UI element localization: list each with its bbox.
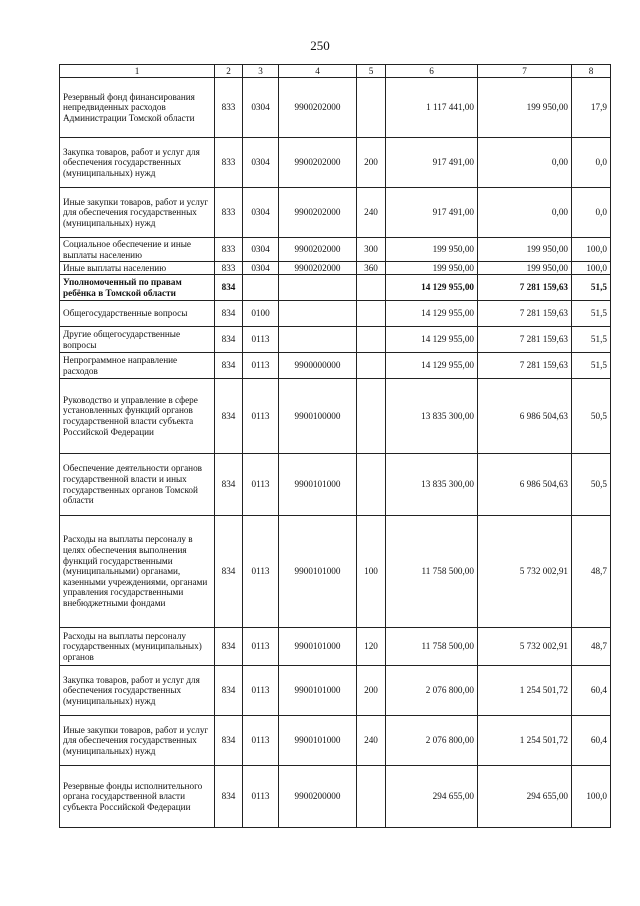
row-target: 9900100000 (279, 379, 357, 454)
row-expense-type (357, 379, 386, 454)
table-row (60, 238, 611, 262)
row-expense-type: 100 (357, 516, 386, 628)
row-percent: 0,0 (572, 138, 611, 188)
row-expense-type: 200 (357, 666, 386, 716)
row-plan: 294 655,00 (386, 766, 478, 828)
row-name: Общегосударственные вопросы (60, 301, 215, 327)
row-name: Уполномоченный по правам ребёнка в Томской области (60, 275, 215, 301)
row-expense-type: 120 (357, 628, 386, 666)
row-section: 0100 (243, 301, 279, 327)
row-section: 0113 (243, 666, 279, 716)
row-plan: 14 129 955,00 (386, 275, 478, 301)
row-actual: 7 281 159,63 (478, 301, 572, 327)
row-percent: 51,5 (572, 275, 611, 301)
row-ministry: 834 (215, 516, 243, 628)
row-target: 9900000000 (279, 353, 357, 379)
row-actual: 199 950,00 (478, 78, 572, 138)
row-percent: 60,4 (572, 666, 611, 716)
row-ministry: 833 (215, 138, 243, 188)
row-plan: 11 758 500,00 (386, 628, 478, 666)
row-plan: 14 129 955,00 (386, 327, 478, 353)
column-header: 5 (357, 65, 386, 78)
row-percent: 60,4 (572, 716, 611, 766)
row-expense-type (357, 327, 386, 353)
row-percent: 51,5 (572, 353, 611, 379)
row-section: 0113 (243, 766, 279, 828)
table-row (60, 716, 611, 766)
row-percent: 51,5 (572, 301, 611, 327)
row-section: 0113 (243, 516, 279, 628)
column-header: 6 (386, 65, 478, 78)
row-section: 0113 (243, 353, 279, 379)
table-row (60, 353, 611, 379)
row-percent: 0,0 (572, 188, 611, 238)
row-ministry: 833 (215, 238, 243, 262)
row-percent: 17,9 (572, 78, 611, 138)
row-target: 9900101000 (279, 454, 357, 516)
row-percent: 51,5 (572, 327, 611, 353)
row-name: Руководство и управление в сфере установленных функций органов государственной власти субъекта Российской Федерации (60, 379, 215, 454)
row-target: 9900202000 (279, 78, 357, 138)
row-section: 0304 (243, 262, 279, 275)
row-target: 9900101000 (279, 666, 357, 716)
table-row (60, 516, 611, 628)
row-target: 9900200000 (279, 766, 357, 828)
row-ministry: 834 (215, 379, 243, 454)
row-section: 0304 (243, 188, 279, 238)
row-name: Иные закупки товаров, работ и услуг для обеспечения государственных (муниципальных) нужд (60, 716, 215, 766)
column-header: 8 (572, 65, 611, 78)
row-ministry: 834 (215, 275, 243, 301)
row-section: 0113 (243, 454, 279, 516)
row-ministry: 834 (215, 666, 243, 716)
row-expense-type (357, 353, 386, 379)
row-actual: 5 732 002,91 (478, 628, 572, 666)
row-plan: 13 835 300,00 (386, 379, 478, 454)
row-target (279, 301, 357, 327)
row-plan: 14 129 955,00 (386, 301, 478, 327)
row-actual: 0,00 (478, 138, 572, 188)
row-expense-type: 300 (357, 238, 386, 262)
column-header: 4 (279, 65, 357, 78)
table-row (60, 275, 611, 301)
table-row (60, 78, 611, 138)
page-number: 250 (310, 38, 330, 53)
row-section (243, 275, 279, 301)
row-target: 9900202000 (279, 138, 357, 188)
row-name: Обеспечение деятельности органов государственной власти и иных государственных органов Томской области (60, 454, 215, 516)
row-ministry: 834 (215, 327, 243, 353)
row-plan: 13 835 300,00 (386, 454, 478, 516)
row-actual: 6 986 504,63 (478, 454, 572, 516)
row-name: Закупка товаров, работ и услуг для обеспечения государственных (муниципальных) нужд (60, 666, 215, 716)
row-percent: 100,0 (572, 262, 611, 275)
row-target: 9900202000 (279, 188, 357, 238)
row-section: 0113 (243, 379, 279, 454)
row-actual: 0,00 (478, 188, 572, 238)
column-header: 3 (243, 65, 279, 78)
row-name: Иные закупки товаров, работ и услуг для обеспечения государственных (муниципальных) нужд (60, 188, 215, 238)
row-expense-type: 200 (357, 138, 386, 188)
row-ministry: 833 (215, 262, 243, 275)
row-section: 0304 (243, 138, 279, 188)
row-name: Расходы на выплаты персоналу государственных (муниципальных) органов (60, 628, 215, 666)
row-plan: 917 491,00 (386, 188, 478, 238)
row-expense-type: 360 (357, 262, 386, 275)
row-name: Непрограммное направление расходов (60, 353, 215, 379)
row-plan: 917 491,00 (386, 138, 478, 188)
row-target: 9900101000 (279, 716, 357, 766)
row-name: Другие общегосударственные вопросы (60, 327, 215, 353)
row-actual: 294 655,00 (478, 766, 572, 828)
table-row (60, 188, 611, 238)
row-name: Закупка товаров, работ и услуг для обеспечения государственных (муниципальных) нужд (60, 138, 215, 188)
row-actual: 199 950,00 (478, 262, 572, 275)
table-row (60, 628, 611, 666)
column-header: 7 (478, 65, 572, 78)
row-section: 0113 (243, 716, 279, 766)
row-target: 9900202000 (279, 262, 357, 275)
row-target: 9900101000 (279, 628, 357, 666)
row-actual: 1 254 501,72 (478, 716, 572, 766)
row-name: Расходы на выплаты персоналу в целях обеспечения выполнения функций государственными (муниципальными) органами, казенными учреждениями, органами управления государственными внебюджетными фондами (60, 516, 215, 628)
row-plan: 14 129 955,00 (386, 353, 478, 379)
row-ministry: 834 (215, 766, 243, 828)
row-section: 0113 (243, 628, 279, 666)
row-plan: 199 950,00 (386, 238, 478, 262)
column-header: 2 (215, 65, 243, 78)
row-name: Резервный фонд финансирования непредвиденных расходов Администрации Томской области (60, 78, 215, 138)
row-name: Социальное обеспечение и иные выплаты населению (60, 238, 215, 262)
row-expense-type (357, 275, 386, 301)
row-section: 0304 (243, 78, 279, 138)
row-plan: 2 076 800,00 (386, 716, 478, 766)
row-percent: 48,7 (572, 628, 611, 666)
table-row (60, 766, 611, 828)
row-actual: 199 950,00 (478, 238, 572, 262)
row-actual: 7 281 159,63 (478, 353, 572, 379)
row-percent: 50,5 (572, 379, 611, 454)
row-actual: 6 986 504,63 (478, 379, 572, 454)
row-percent: 100,0 (572, 238, 611, 262)
row-expense-type (357, 301, 386, 327)
row-plan: 2 076 800,00 (386, 666, 478, 716)
row-ministry: 834 (215, 454, 243, 516)
row-name: Резервные фонды исполнительного органа государственной власти субъекта Российской Федерации (60, 766, 215, 828)
row-ministry: 833 (215, 78, 243, 138)
row-expense-type (357, 454, 386, 516)
table-row (60, 301, 611, 327)
table-row (60, 379, 611, 454)
row-target: 9900202000 (279, 238, 357, 262)
header-row (60, 65, 611, 78)
row-ministry: 833 (215, 188, 243, 238)
row-ministry: 834 (215, 301, 243, 327)
row-actual: 7 281 159,63 (478, 275, 572, 301)
row-section: 0113 (243, 327, 279, 353)
table-row (60, 327, 611, 353)
row-ministry: 834 (215, 628, 243, 666)
row-expense-type (357, 78, 386, 138)
budget-table (59, 64, 611, 828)
row-actual: 1 254 501,72 (478, 666, 572, 716)
row-expense-type (357, 766, 386, 828)
table-row (60, 666, 611, 716)
row-percent: 50,5 (572, 454, 611, 516)
row-ministry: 834 (215, 353, 243, 379)
row-target: 9900101000 (279, 516, 357, 628)
table-row (60, 454, 611, 516)
row-expense-type: 240 (357, 188, 386, 238)
row-plan: 11 758 500,00 (386, 516, 478, 628)
column-header: 1 (60, 65, 215, 78)
row-ministry: 834 (215, 716, 243, 766)
row-actual: 5 732 002,91 (478, 516, 572, 628)
row-percent: 48,7 (572, 516, 611, 628)
row-actual: 7 281 159,63 (478, 327, 572, 353)
row-name: Иные выплаты населению (60, 262, 215, 275)
table-row (60, 262, 611, 275)
row-plan: 1 117 441,00 (386, 78, 478, 138)
row-percent: 100,0 (572, 766, 611, 828)
table-row (60, 138, 611, 188)
row-expense-type: 240 (357, 716, 386, 766)
row-target (279, 275, 357, 301)
row-section: 0304 (243, 238, 279, 262)
row-target (279, 327, 357, 353)
row-plan: 199 950,00 (386, 262, 478, 275)
